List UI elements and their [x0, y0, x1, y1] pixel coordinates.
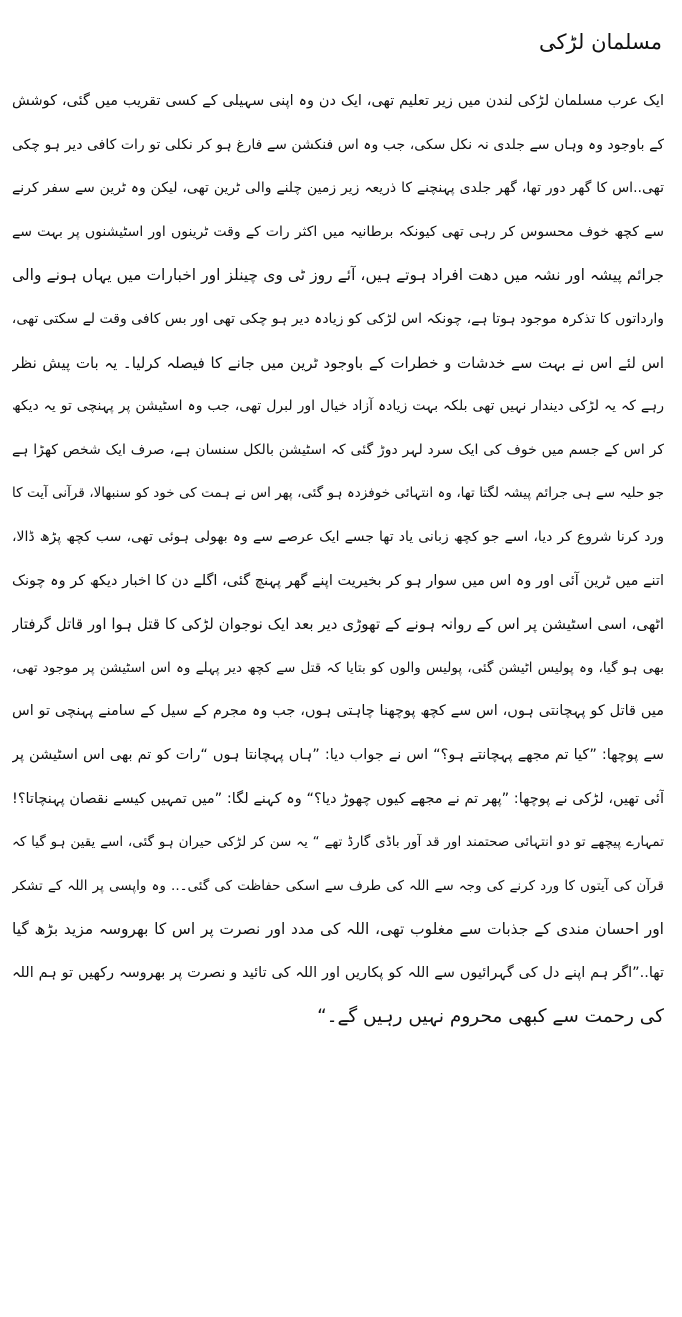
body-line: اس لئے اس نے بہت سے خدشات و خطرات کے باوجود ٹرین میں جانے کا فیصلہ کرلیا۔ یہ بات پیش نظر [12, 353, 664, 372]
body-line: آئی تھیں، لڑکی نے پوچھا: ”پھر تم نے مجھے کیوں چھوڑ دیا؟“ وہ کہنے لگا: ”میں تمہیں کیسے نقصان پہنچاتا؟! [12, 790, 664, 807]
body-line: اتنے میں ٹرین آئی اور وہ اس میں سوار ہو کر بخیریت اپنے گھر پہنچ گئی، اگلے دن کا اخبار دیکھ کر وہ چونک [12, 572, 664, 589]
body-line: ورد کرنا شروع کر دیا، اسے جو کچھ زبانی یاد تھا جسے ایک عرصے سے وہ بھولی ہوئی تھی، سب کچھ پڑھ ڈالا، [12, 528, 664, 545]
body-line: بھی ہو گیا، وہ پولیس اٹیشن گئی، پولیس والوں کو بتایا کہ قتل سے کچھ دیر پہلے وہ اس اسٹیشن پر موجود تھی، [12, 659, 664, 676]
body-line: ایک عرب مسلمان لڑکی لندن میں زیر تعلیم تھی، ایک دن وہ اپنی سہیلی کے کسی تقریب میں گئی، کوشش [12, 93, 664, 109]
body-line: جو حلیہ سے ہی جرائم پیشہ لگتا تھا، وہ انتہائی خوفزدہ ہو گئی، پھر اس نے ہمت کی خود کو سنبھالا، قرآنی آیت کا [12, 485, 664, 502]
body-line: جرائم پیشہ اور نشہ میں دھت افراد ہوتے ہیں، آئے روز ٹی وی چینلز اور اخبارات میں یہاں ہونے والی [12, 266, 664, 285]
article-body [12, 80, 664, 1039]
body-line: اٹھی، اسی اسٹیشن پر اس کے روانہ ہونے کے تھوڑی دیر بعد ایک نوجوان لڑکی کا قتل ہوا اور قاتل گرفتار [12, 615, 664, 634]
body-line: وارداتوں کا تذکرہ موجود ہوتا ہے، چونکہ اس لڑکی کو زیادہ دیر ہو چکی تھی اور بس کافی وقت لے سکتی تھی، [12, 310, 664, 327]
body-line: قرآن کی آیتوں کا ورد کرنے کی وجہ سے اللہ کی طرف سے اسکی حفاظت کی گئی۔.. وہ واپسی پر اللہ کے تشکر [12, 877, 664, 894]
body-line: میں قاتل کو پہچانتی ہوں، اس سے کچھ پوچھنا چاہتی ہوں، جب وہ مجرم کے سیل کے سامنے پہنچی تو اس [12, 703, 664, 720]
body-line: کے باوجود وہ وہاں سے جلدی نہ نکل سکی، جب وہ اس فنکشن سے فارغ ہو کر نکلی تو رات کافی دیر ہو چکی [12, 136, 664, 153]
body-line: تھا..”اگر ہم اپنے دل کی گہرائیوں سے اللہ کو پکاریں اور اللہ کی تائید و نصرت پر بھروسہ رکھیں تو ہم اللہ [12, 964, 664, 981]
body-line: سے کچھ خوف محسوس کر رہی تھی کیونکہ برطانیہ میں اکثر رات کے وقت ٹرینوں اور اسٹیشنوں پر بہت سے [12, 223, 664, 240]
body-line: رہے کہ یہ لڑکی دیندار نہیں تھی بلکہ بہت زیادہ آزاد خیال اور لبرل تھی، جب وہ اسٹیشن پر پہنچی تو یہ دیکھ [12, 398, 664, 415]
body-line: کر اس کے جسم میں خوف کی ایک سرد لہر دوڑ گئی کہ اسٹیشن بالکل سنسان ہے، صرف ایک شخص کھڑا ہے [12, 441, 664, 458]
body-line: تھی..اس کا گھر دور تھا، گھر جلدی پہنچنے کا ذریعہ زیر زمین چلنے والی ٹرین تھی، لیکن وہ ٹرین سے سفر کرنے [12, 180, 664, 197]
body-line: سے پوچھا: ”کیا تم مجھے پہچانتے ہو؟“ اس نے جواب دیا: ”ہاں پہچانتا ہوں “رات کو تم بھی اس اسٹیشن پر [12, 746, 664, 763]
article-title: مسلمان لڑکی [538, 30, 662, 54]
body-line: کی رحمت سے کبھی محروم نہیں رہیں گے۔“ [317, 1006, 664, 1028]
body-line: اور احسان مندی کے جذبات سے مغلوب تھی، اللہ کی مدد اور نصرت پر اس کا بھروسہ مزید بڑھ گیا [12, 920, 664, 939]
body-line: تمہارے پیچھے تو دو انتہائی صحتمند اور قد آور باڈی گارڈ تھے “ یہ سن کر لڑکی حیران ہو گئی، اسے یقین ہو گیا کہ [12, 834, 664, 851]
